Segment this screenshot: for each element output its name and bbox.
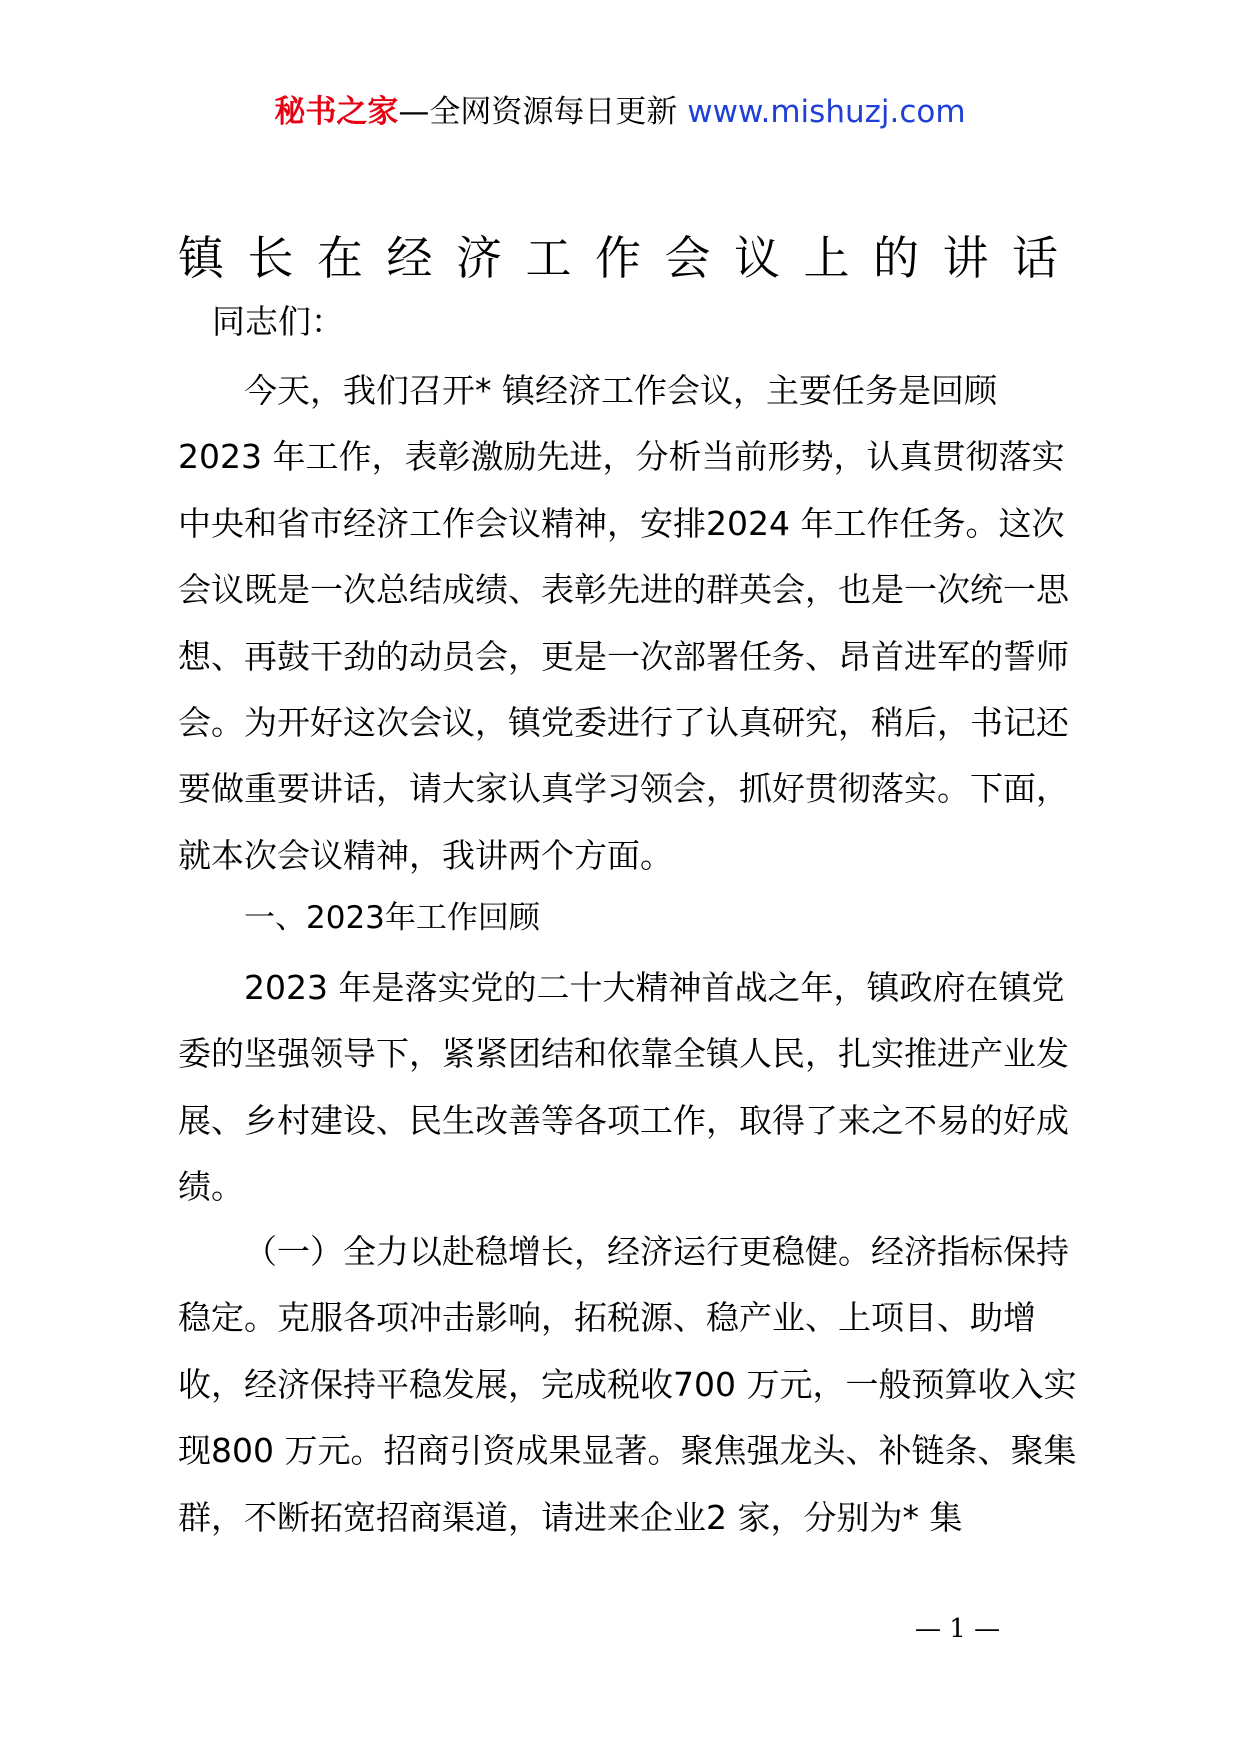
body-paragraph-review: 2023 年是落实党的二十大精神首战之年，镇政府在镇党委的坚强领导下，紧紧团结和依靠全镇人民，扎实推进产业发展、乡村建设、民生改善等各项工作，取得了来之不易的好成绩。 bbox=[178, 968, 1069, 1207]
title-char: 作 bbox=[595, 231, 641, 285]
title-char: 在 bbox=[317, 231, 363, 285]
header-tagline: 全网资源每日更新 bbox=[429, 94, 688, 130]
title-char: 长 bbox=[247, 231, 294, 285]
title-char: 话 bbox=[1012, 231, 1058, 285]
site-brand: 秘书之家 bbox=[274, 94, 399, 130]
title-char: 议 bbox=[734, 231, 780, 285]
section-heading: 一、2023年工作回顾 bbox=[244, 900, 540, 936]
body-paragraph-growth: （一）全力以赴稳增长，经济运行更稳健。经济指标保持稳定。克服各项冲击影响，拓税源、稳产业、上项目、助增收，经济保持平稳发展，完成税收700 万元，一般预算收入实现800 万元。招商引资成果显著。聚焦强龙头、补链条、聚集群，不断拓宽招商渠道，请进来企业2 家，分别为* 集 bbox=[178, 1232, 1077, 1537]
title-char: 上 bbox=[803, 231, 850, 285]
body-paragraph-intro: 今天，我们召开* 镇经济工作会议，主要任务是回顾2023 年工作，表彰激励先进，分析当前形势，认真贯彻落实中央和省市经济工作会议精神，安排2024 年工作任务。这次会议既是一次总结成绩、表彰先进的群英会，也是一次统一思想、再鼓干劲的动员会，更是一次部署任务、昂首进军的誓师会。为开好这次会议，镇党委进行了认真研究，稍后，书记还要做重要讲话，请大家认真学习领会，抓好贯彻落实。下面，就本次会议精神，我讲两个方面。 bbox=[178, 371, 1069, 875]
page-number: — 1 — bbox=[915, 1614, 1001, 1644]
title-char: 经 bbox=[386, 231, 433, 285]
title-char: 镇 bbox=[178, 231, 224, 285]
site-header bbox=[0, 92, 1240, 132]
greeting: 同志们： bbox=[212, 302, 344, 341]
title-char: 济 bbox=[456, 231, 502, 285]
title-char: 会 bbox=[664, 231, 711, 285]
title-char: 的 bbox=[873, 231, 919, 285]
document-title bbox=[178, 228, 1058, 288]
title-char: 工 bbox=[525, 231, 572, 285]
header-separator: — bbox=[398, 94, 430, 130]
title-char: 讲 bbox=[942, 231, 989, 285]
site-url-link[interactable]: www.mishuzj.com bbox=[687, 94, 966, 130]
